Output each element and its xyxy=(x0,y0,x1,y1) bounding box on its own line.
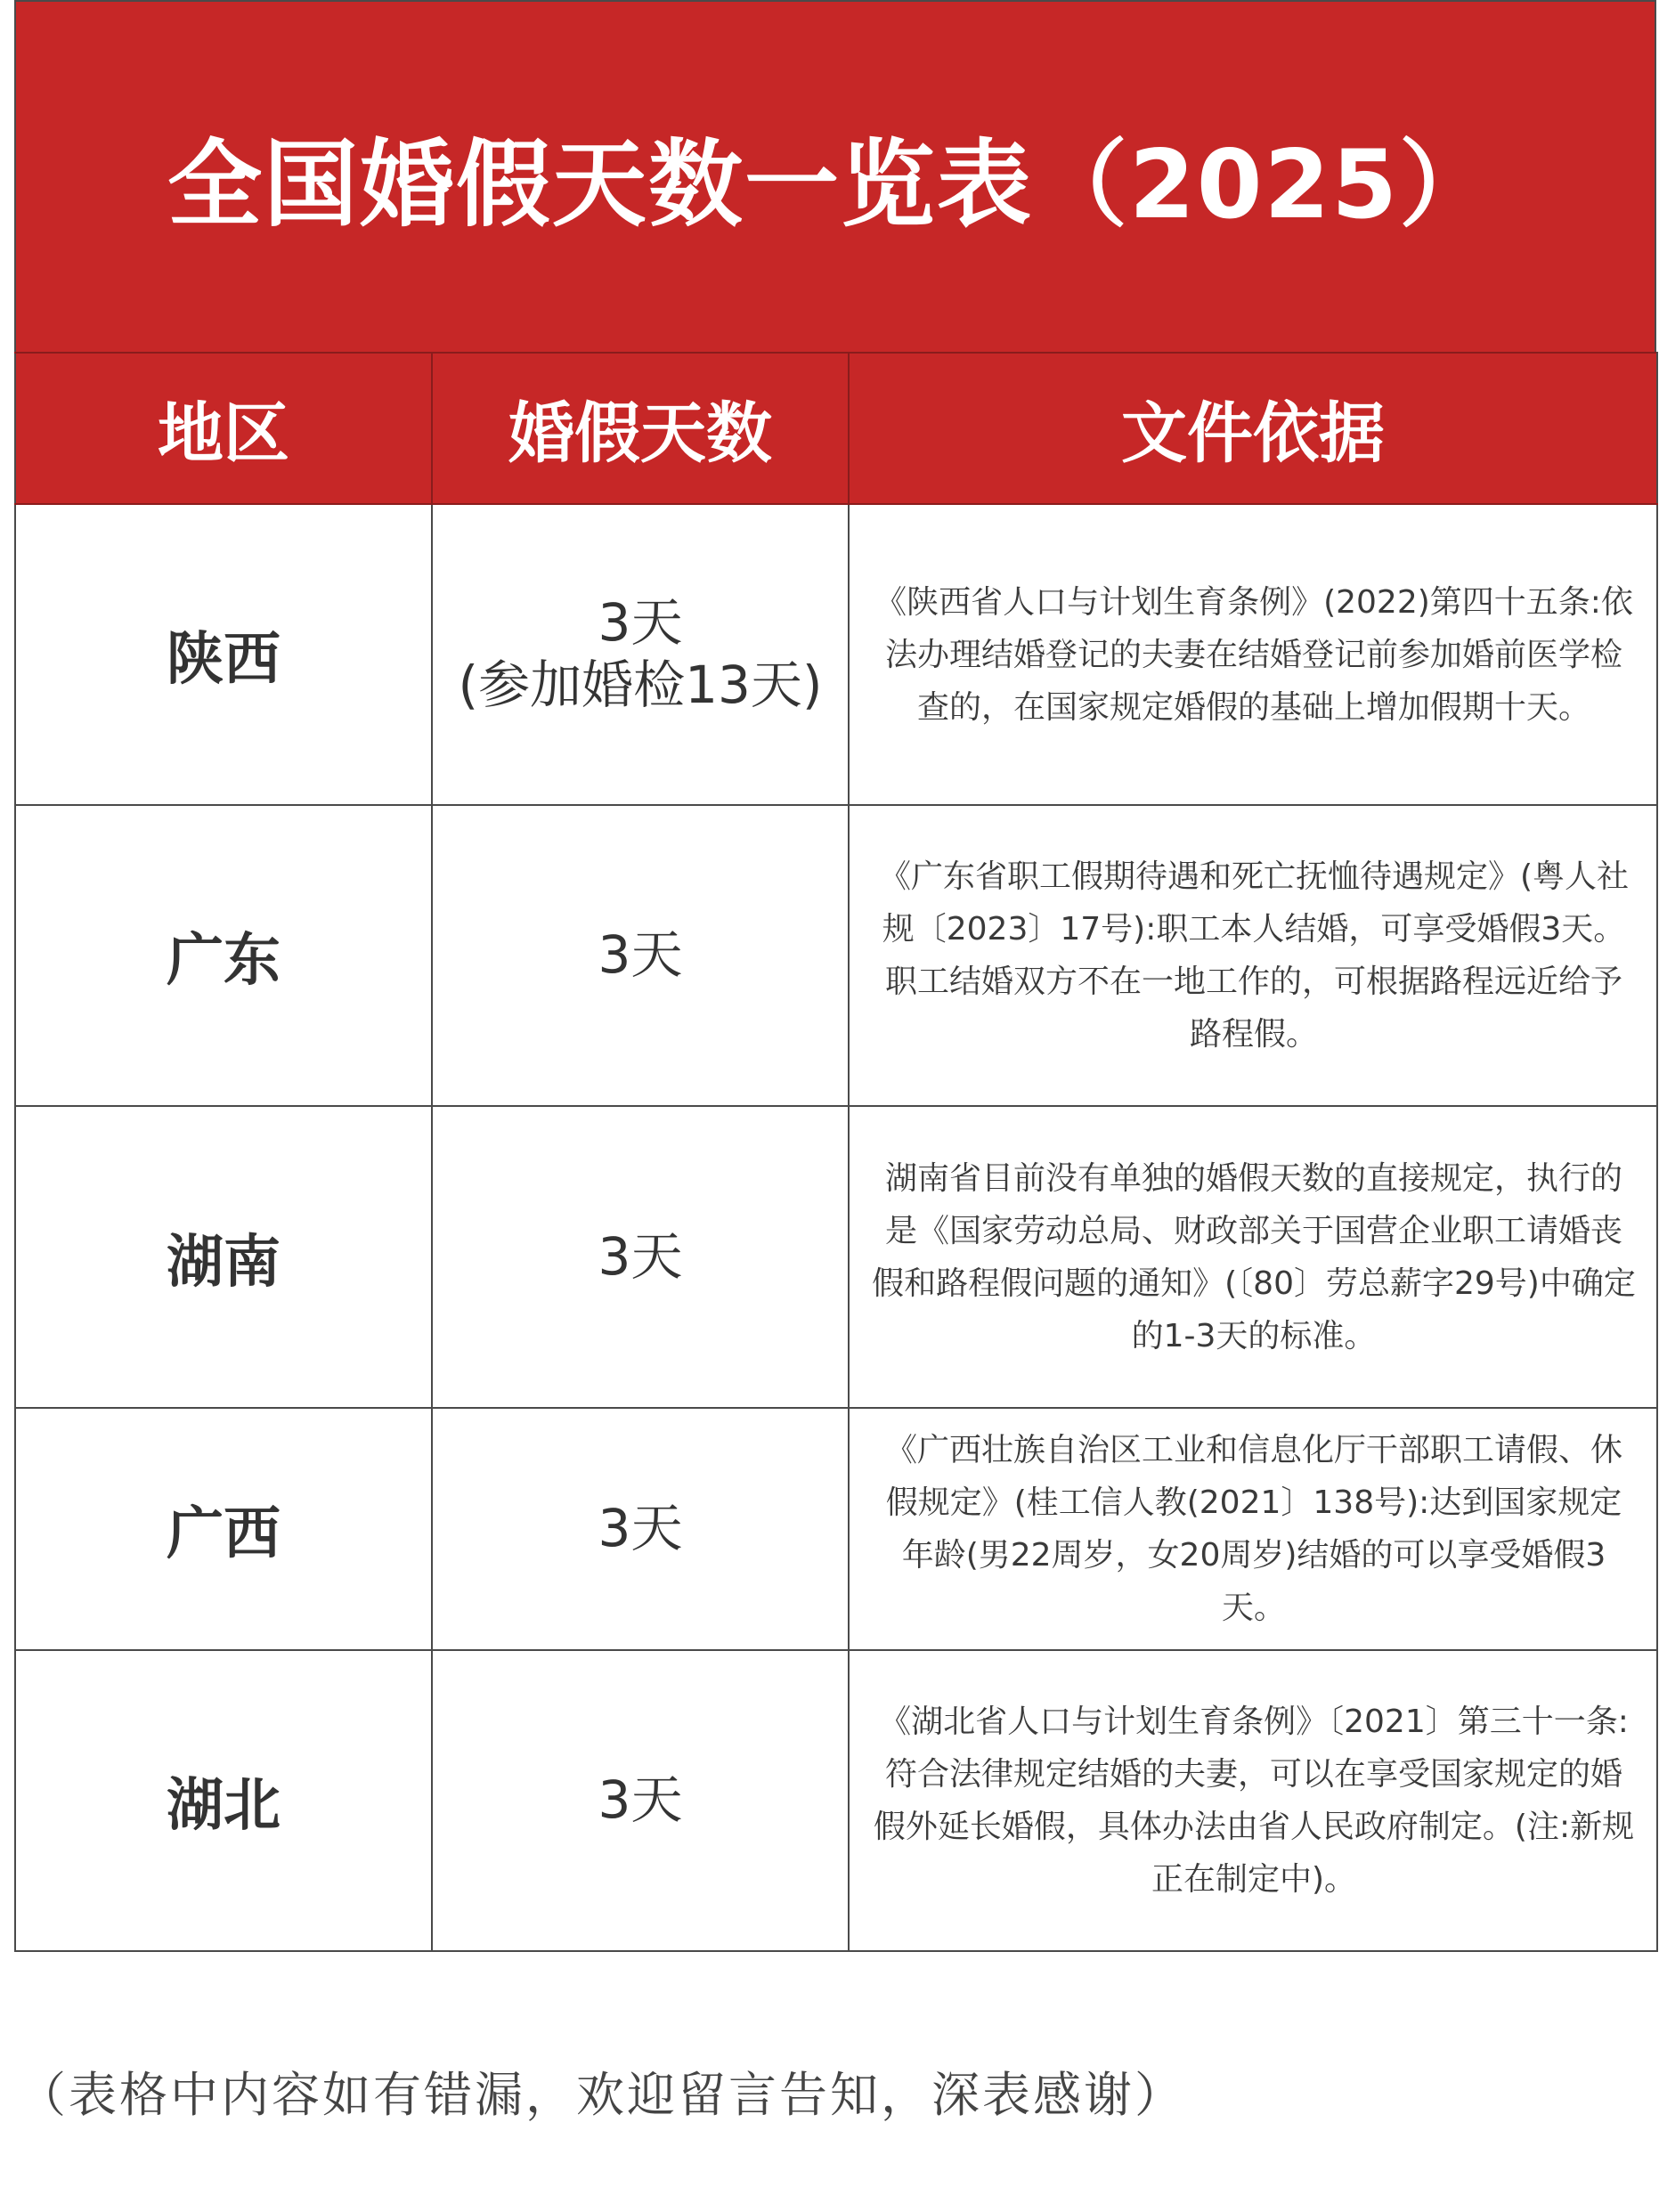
table-header-row xyxy=(15,353,1657,504)
basis-cell: 《广东省职工假期待遇和死亡抚恤待遇规定》(粤人社规〔2023〕17号):职工本人结婚，可享受婚假3天。职工结婚双方不在一地工作的，可根据路程远近给予路程假。 xyxy=(849,805,1657,1106)
page-title: 全国婚假天数一览表（2025） xyxy=(167,129,1496,240)
table-row xyxy=(15,1408,1657,1650)
table-row xyxy=(15,1106,1657,1408)
document-sheet xyxy=(14,0,1656,1952)
days-note: (参加婚检13天) xyxy=(458,655,823,715)
header-days: 婚假天数 xyxy=(432,353,849,504)
basis-cell: 《陕西省人口与计划生育条例》(2022)第四十五条:依法办理结婚登记的夫妻在结婚登记前参加婚前医学检查的，在国家规定婚假的基础上增加假期十天。 xyxy=(849,504,1657,805)
region-cell: 陕西 xyxy=(15,504,432,805)
days-cell: 3天 xyxy=(432,805,849,1106)
marriage-leave-table xyxy=(14,352,1658,1952)
basis-cell: 湖南省目前没有单独的婚假天数的直接规定，执行的是《国家劳动总局、财政部关于国营企业职工请婚丧假和路程假问题的通知》(〔80〕劳总薪字29号)中确定的1-3天的标准。 xyxy=(849,1106,1657,1408)
region-cell: 广西 xyxy=(15,1408,432,1650)
header-region: 地区 xyxy=(15,353,432,504)
table-row xyxy=(15,1650,1657,1951)
basis-cell: 《广西壮族自治区工业和信息化厅干部职工请假、休假规定》(桂工信人教(2021〕138号):达到国家规定年龄(男22周岁，女20周岁)结婚的可以享受婚假3天。 xyxy=(849,1408,1657,1650)
days-value: 3天 xyxy=(598,592,683,654)
region-cell: 湖北 xyxy=(15,1650,432,1951)
region-cell: 湖南 xyxy=(15,1106,432,1408)
table-row xyxy=(15,805,1657,1106)
region-cell: 广东 xyxy=(15,805,432,1106)
table-row xyxy=(15,504,1657,805)
title-banner xyxy=(14,0,1656,352)
days-cell: 3天 xyxy=(432,1408,849,1650)
footnote: （表格中内容如有错漏，欢迎留言告知，深表感谢） xyxy=(18,2067,1185,2123)
days-cell: 3天 xyxy=(432,1650,849,1951)
days-cell xyxy=(432,504,849,805)
days-cell: 3天 xyxy=(432,1106,849,1408)
basis-cell: 《湖北省人口与计划生育条例》〔2021〕第三十一条:符合法律规定结婚的夫妻，可以在享受国家规定的婚假外延长婚假，具体办法由省人民政府制定。(注:新规正在制定中)。 xyxy=(849,1650,1657,1951)
header-basis: 文件依据 xyxy=(849,353,1657,504)
